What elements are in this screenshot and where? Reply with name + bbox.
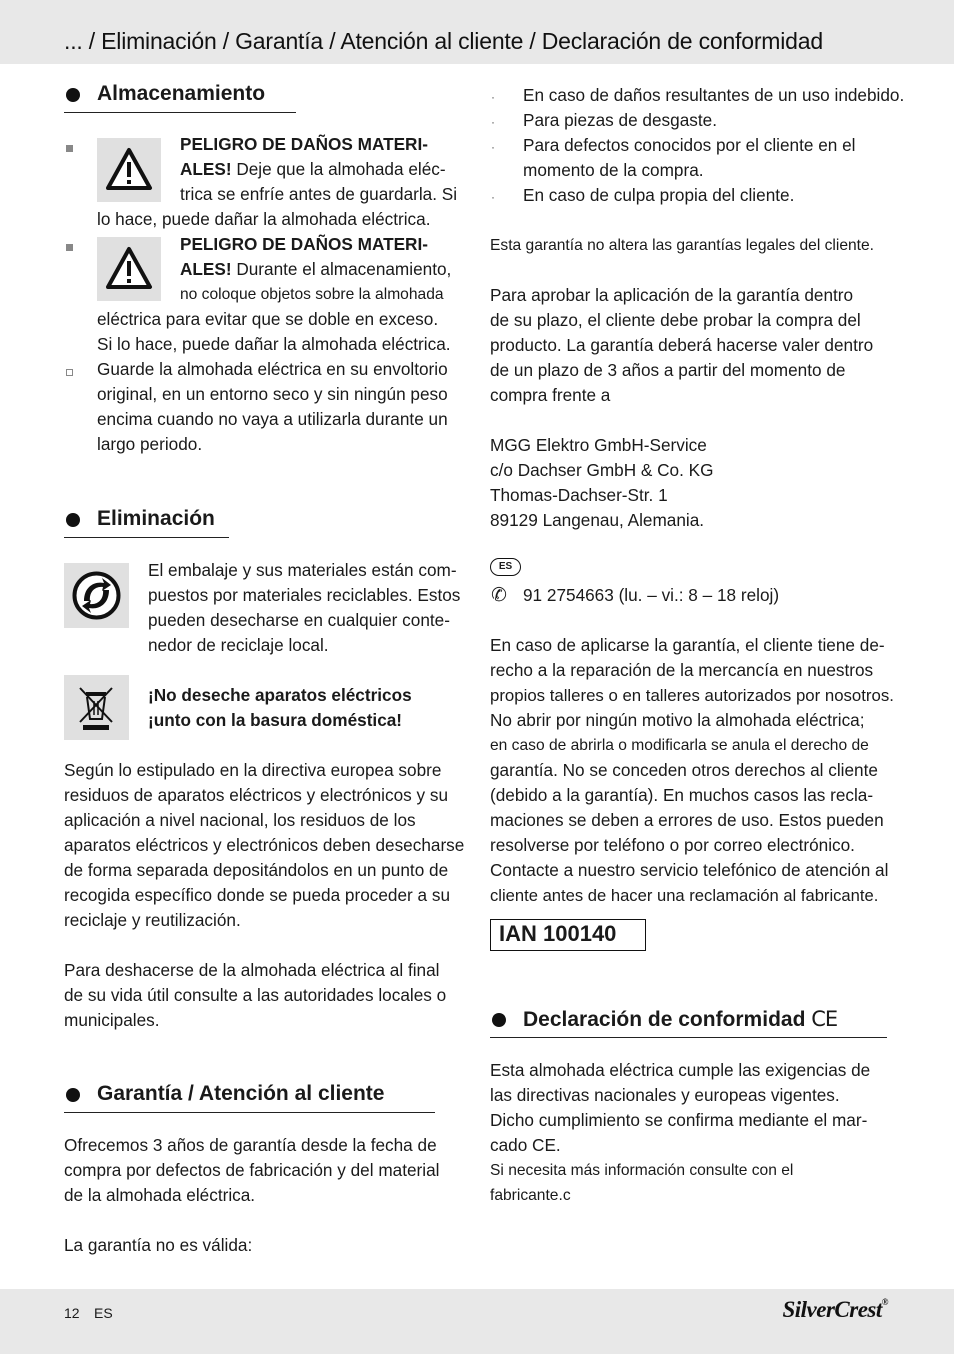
phone-icon: ✆ xyxy=(491,585,507,606)
list-dot: · xyxy=(491,190,495,204)
repair-line10: Contacte a nuestro servicio telefónico de atención al xyxy=(490,860,889,880)
section-heading-warranty xyxy=(64,1080,435,1113)
directive-line5: de forma separada depositándolos en un punto de xyxy=(64,860,449,880)
heading-text: Almacenamiento xyxy=(97,82,266,105)
repair-line11: cliente antes de hacer una reclamación al fabricante. xyxy=(490,886,879,905)
warning2-line2: ALES! Durante el almacenamiento, xyxy=(180,259,452,279)
bullet-dot-icon xyxy=(66,88,80,102)
packaging-line3: pueden desecharse en cualquier conte- xyxy=(148,610,450,630)
warranty-intro-line2: compra por defectos de fabricación y del material xyxy=(64,1160,440,1180)
conformity-line4: cado CE. xyxy=(490,1135,561,1155)
exclusion-item: Para piezas de desgaste. xyxy=(523,110,717,130)
warranty-not-valid: La garantía no es válida: xyxy=(64,1235,253,1255)
storage-step-line3: encima cuando no vaya a utilizarla durante un xyxy=(97,409,448,429)
address-line2: c/o Dachser GmbH & Co. KG xyxy=(490,460,714,480)
warranty-intro-line1: Ofrecemos 3 años de garantía desde la fecha de xyxy=(64,1135,437,1155)
conformity-line5: Si necesita más información consulte con el xyxy=(490,1162,794,1179)
square-bullet-icon xyxy=(66,145,73,152)
weee-warning-line2: ¡unto con la basura doméstica! xyxy=(148,710,403,730)
page-header xyxy=(0,0,954,64)
heading-text: Eliminación xyxy=(97,507,215,530)
repair-line6: garantía. No se conceden otros derechos al cliente xyxy=(490,760,878,780)
warning2-line1: PELIGRO DE DAÑOS MATERI- xyxy=(180,234,428,254)
address-line1: MGG Elektro GmbH-Service xyxy=(490,435,707,455)
warranty-intro-line3: de la almohada eléctrica. xyxy=(64,1185,256,1205)
directive-line2: residuos de aparatos eléctricos y electrónicos y su xyxy=(64,785,449,805)
country-badge: ES xyxy=(490,558,521,576)
packaging-line1: El embalaje y sus materiales están com- xyxy=(148,560,457,580)
packaging-line2: puestos por materiales reciclables. Estos xyxy=(148,585,461,605)
warning2-line4: eléctrica para evitar que se doble en exceso. xyxy=(97,309,439,329)
weee-warning-line1: ¡No deseche aparatos eléctricos xyxy=(148,685,412,705)
conformity-line6: fabricante.c xyxy=(490,1187,571,1204)
heading-text: Declaración de conformidad CE xyxy=(523,1007,838,1031)
address-line4: 89129 Langenau, Alemania. xyxy=(490,510,705,530)
list-dot: · xyxy=(491,115,495,129)
list-dot: · xyxy=(491,140,495,154)
exclusion-item: En caso de culpa propia del cliente. xyxy=(523,185,795,205)
conformity-line2: las directivas nacionales y europeas vigentes. xyxy=(490,1085,840,1105)
square-bullet-icon xyxy=(66,244,73,251)
exclusion-item: Para defectos conocidos por el cliente en el xyxy=(523,135,856,155)
bullet-dot-icon xyxy=(66,513,80,527)
recycling-green-dot-icon xyxy=(64,563,129,628)
warning1-line4: lo hace, puede dañar la almohada eléctrica. xyxy=(97,209,431,229)
packaging-line4: nedor de reciclaje local. xyxy=(148,635,329,655)
repair-line3: propios talleres o en talleres autorizados por nosotros. xyxy=(490,686,894,705)
directive-line3: aplicación a nivel nacional, los residuos de los xyxy=(64,810,416,830)
storage-step-line4: largo periodo. xyxy=(97,434,203,454)
proof-line5: compra frente a xyxy=(490,385,611,405)
page-title: ... / Eliminación / Garantía / Atención al cliente / Declaración de conformidad xyxy=(64,28,823,54)
page-number: 12 xyxy=(64,1305,80,1321)
bullet-dot-icon xyxy=(492,1013,506,1027)
section-heading-storage xyxy=(64,80,296,113)
warning2-line5: Si lo hace, puede dañar la almohada eléctrica. xyxy=(97,334,451,354)
language-code: ES xyxy=(94,1305,113,1321)
checkbox-bullet-icon xyxy=(66,369,73,376)
directive-line6: recogida específico donde se pueda proceder a su xyxy=(64,885,451,905)
section-heading-conformity xyxy=(490,1005,887,1038)
conformity-line3: Dicho cumplimiento se confirma mediante el mar- xyxy=(490,1110,868,1130)
warning-triangle-icon xyxy=(97,138,161,202)
repair-line5: en caso de abrirla o modificarla se anula el derecho de xyxy=(490,737,869,754)
warning1-line3: trica se enfríe antes de guardarla. Si xyxy=(180,184,458,204)
repair-line2: recho a la reparación de la mercancía en nuestros xyxy=(490,660,874,680)
warning1-line2: ALES! Deje que la almohada eléc- xyxy=(180,159,446,179)
ian-number: IAN 100140 xyxy=(499,921,617,946)
warning-triangle-icon xyxy=(97,237,161,301)
exclusion-item-continued: momento de la compra. xyxy=(523,160,704,180)
ce-mark-icon: CE xyxy=(811,1007,838,1031)
proof-line2: de su plazo, el cliente debe probar la compra del xyxy=(490,310,861,330)
list-dot: · xyxy=(491,90,495,104)
authorities-line2: de su vida útil consulte a las autoridades locales o xyxy=(64,985,447,1005)
storage-step-line2: original, en un entorno seco y sin ningún peso xyxy=(97,384,448,404)
warning1-line1: PELIGRO DE DAÑOS MATERI- xyxy=(180,134,428,154)
authorities-line1: Para deshacerse de la almohada eléctrica al final xyxy=(64,960,440,980)
ian-box xyxy=(490,919,646,951)
phone-number: 91 2754663 (lu. – vi.: 8 – 18 reloj) xyxy=(523,585,780,605)
legal-note: Esta garantía no altera las garantías legales del cliente. xyxy=(490,237,875,254)
repair-line9: resolverse por teléfono o por correo electrónico. xyxy=(490,835,855,855)
repair-line1: En caso de aplicarse la garantía, el cliente tiene de- xyxy=(490,635,885,655)
directive-line7: reciclaje y reutilización. xyxy=(64,910,241,930)
exclusion-item: En caso de daños resultantes de un uso indebido. xyxy=(523,85,905,105)
repair-line4: No abrir por ningún motivo la almohada eléctrica; xyxy=(490,710,865,730)
storage-step-line1: Guarde la almohada eléctrica en su envoltorio xyxy=(97,359,448,379)
bullet-dot-icon xyxy=(66,1088,80,1102)
directive-line1: Según lo estipulado en la directiva europea sobre xyxy=(64,760,442,780)
warning2-line3: no coloque objetos sobre la almohada xyxy=(180,286,444,303)
proof-line4: de un plazo de 3 años a partir del momento de xyxy=(490,360,846,380)
address-line3: Thomas-Dachser-Str. 1 xyxy=(490,485,668,505)
repair-line8: maciones se deben a errores de uso. Estos pueden xyxy=(490,810,884,830)
brand-logo: SilverCrest® xyxy=(782,1297,888,1322)
directive-line4: aparatos eléctricos y electrónicos deben desecharse xyxy=(64,835,465,855)
page-footer xyxy=(0,1289,954,1354)
proof-line1: Para aprobar la aplicación de la garantía dentro xyxy=(490,285,854,305)
section-heading-disposal xyxy=(64,505,229,538)
heading-text: Garantía / Atención al cliente xyxy=(97,1082,385,1105)
crossed-out-bin-icon xyxy=(64,675,129,740)
proof-line3: producto. La garantía deberá hacerse valer dentro xyxy=(490,335,874,355)
authorities-line3: municipales. xyxy=(64,1010,160,1030)
conformity-line1: Esta almohada eléctrica cumple las exigencias de xyxy=(490,1060,871,1080)
repair-line7: (debido a la garantía). En muchos casos las recla- xyxy=(490,785,874,805)
